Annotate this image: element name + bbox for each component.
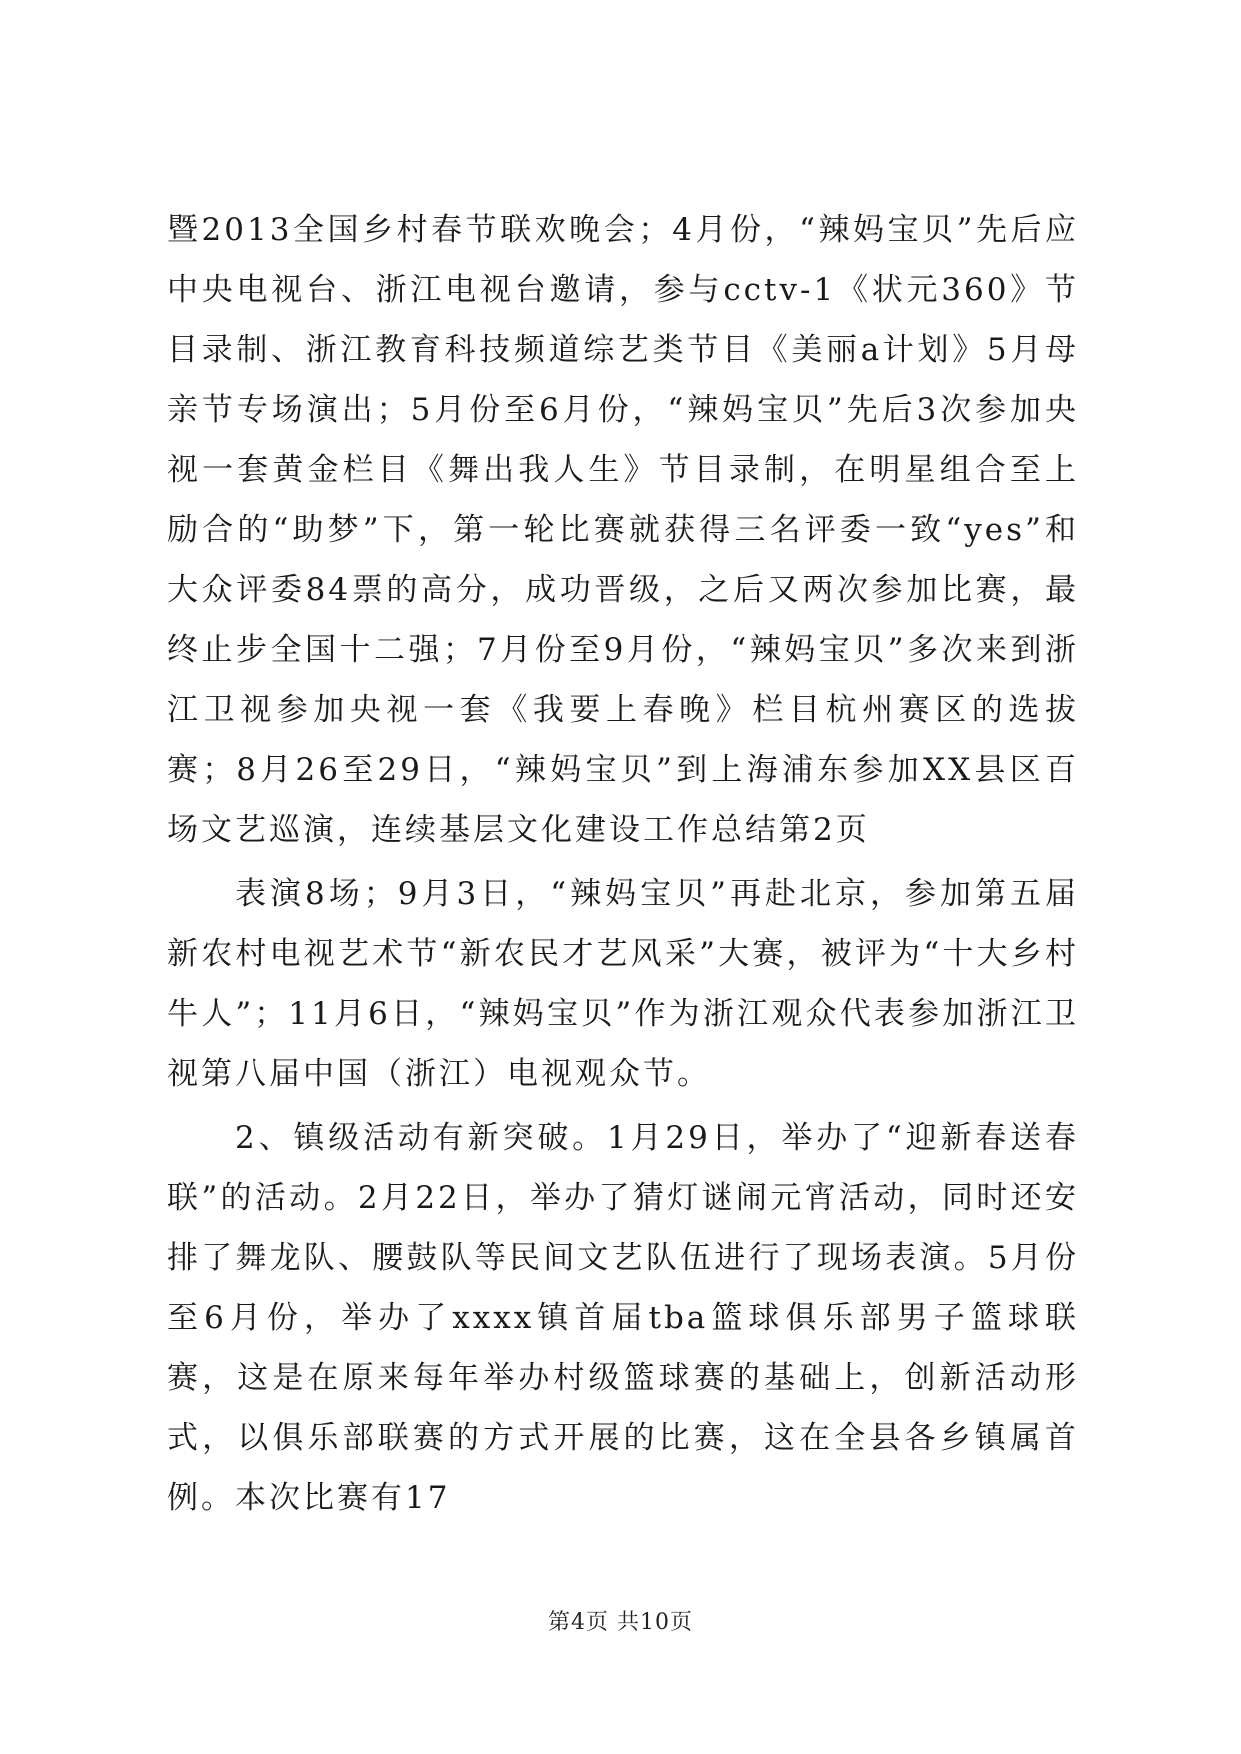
document-body — [167, 200, 1079, 1528]
paragraph-1: 暨2013全国乡村春节联欢晚会；4月份，“辣妈宝贝”先后应中央电视台、浙江电视台邀请，参与cctv-1《状元360》节目录制、浙江教育科技频道综艺类节目《美丽a计划》5月母亲节专场演出；5月份至6月份，“辣妈宝贝”先后3次参加央视一套黄金栏目《舞出我人生》节目录制，在明星组合至上励合的“助梦”下，第一轮比赛就获得三名评委一致“yes”和大众评委84票的高分，成功晋级，之后又两次参加比赛，最终止步全国十二强；7月份至9月份，“辣妈宝贝”多次来到浙江卫视参加央视一套《我要上春晚》栏目杭州赛区的选拔赛；8月26至29日，“辣妈宝贝”到上海浦东参加XX县区百场文艺巡演，连续基层文化建设工作总结第2页 — [167, 212, 1079, 848]
paragraph-3: 2、镇级活动有新突破。1月29日，举办了“迎新春送春联”的活动。2月22日，举办了猜灯谜闹元宵活动，同时还安排了舞龙队、腰鼓队等民间文艺队伍进行了现场表演。5月份至6月份，举办了xxxx镇首届tba篮球俱乐部男子篮球联赛，这是在原来每年举办村级篮球赛的基础上，创新活动形式，以俱乐部联赛的方式开展的比赛，这在全县各乡镇属首例。本次比赛有17 — [167, 1120, 1079, 1516]
page-footer: 第4页 共10页 — [548, 1610, 693, 1635]
paragraph-2: 表演8场；9月3日，“辣妈宝贝”再赴北京，参加第五届新农村电视艺术节“新农民才艺风采”大赛，被评为“十大乡村牛人”；11月6日，“辣妈宝贝”作为浙江观众代表参加浙江卫视第八届中国（浙江）电视观众节。 — [167, 876, 1079, 1092]
